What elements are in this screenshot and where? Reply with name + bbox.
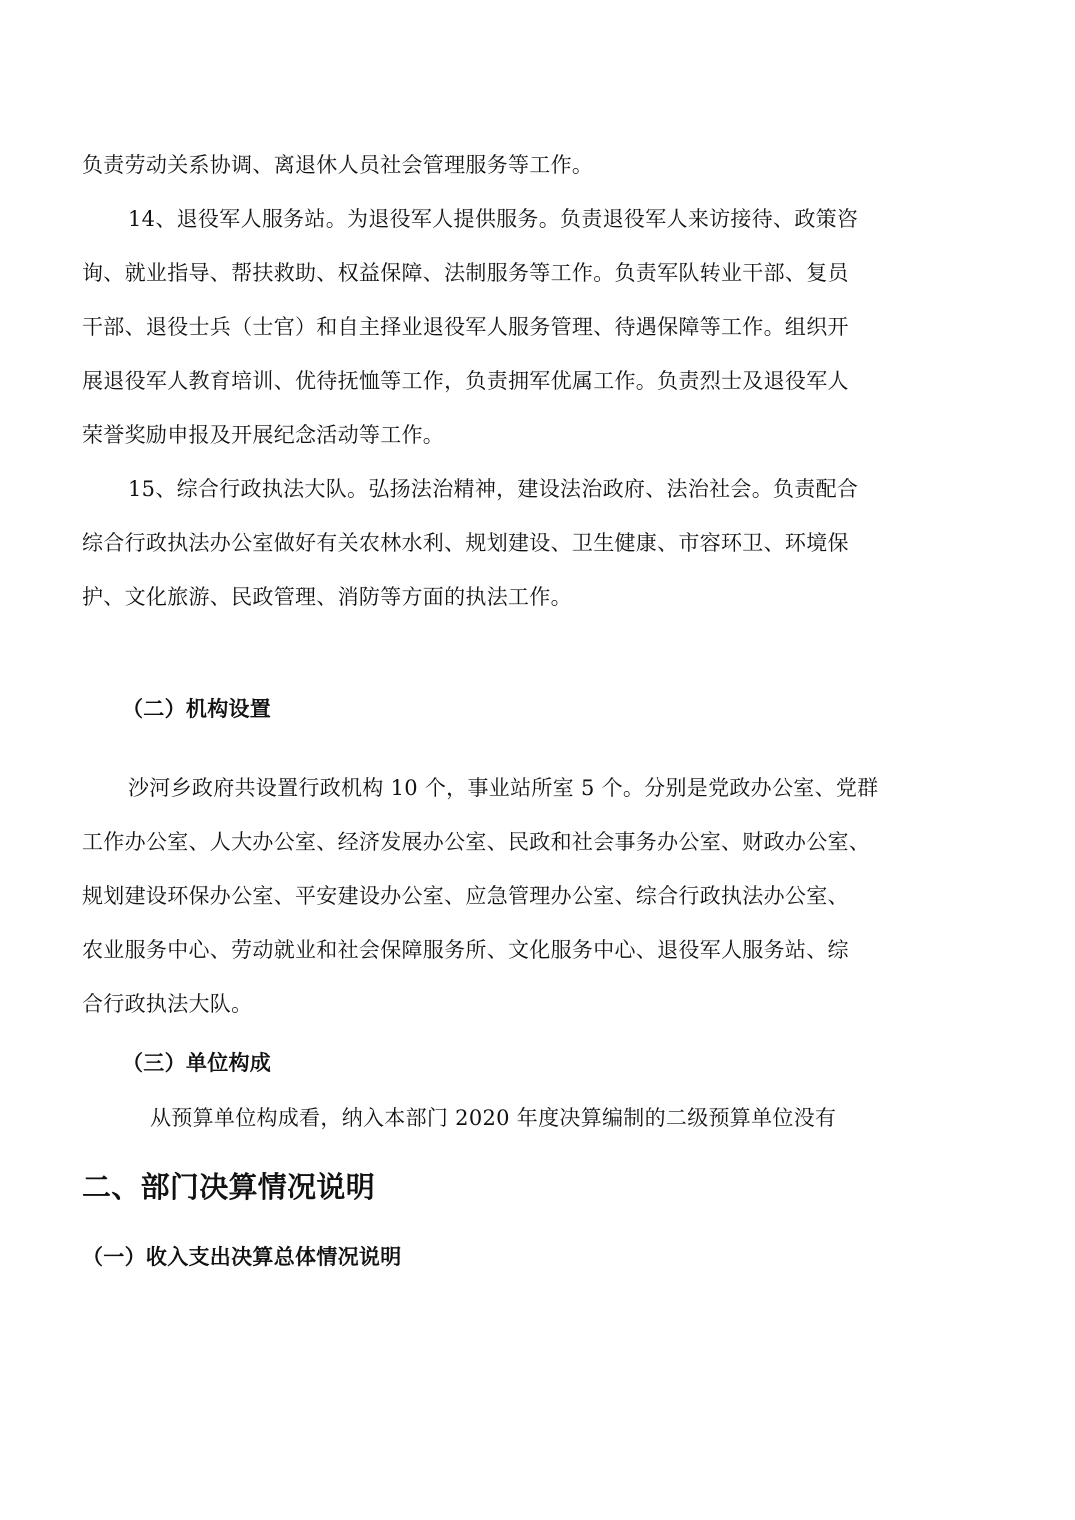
section-heading: （三）单位构成 <box>122 1051 272 1075</box>
paragraph-line: 护、文化旅游、民政管理、消防等方面的执法工作。 <box>82 585 572 609</box>
paragraph-line: 15、综合行政执法大队。弘扬法治精神，建设法治政府、法治社会。负责配合 <box>128 477 859 501</box>
paragraph-line: 沙河乡政府共设置行政机构 10 个，事业站所室 5 个。分别是党政办公室、党群 <box>128 776 879 800</box>
subsection-heading: （一）收入支出决算总体情况说明 <box>82 1245 402 1269</box>
paragraph-line: 综合行政执法办公室做好有关农林水利、规划建设、卫生健康、市容环卫、环境保 <box>82 531 849 555</box>
paragraph-line: 干部、退役士兵（士官）和自主择业退役军人服务管理、待遇保障等工作。组织开 <box>82 315 849 339</box>
paragraph-line: 规划建设环保办公室、平安建设办公室、应急管理办公室、综合行政执法办公室、 <box>82 884 849 908</box>
paragraph-line: 展退役军人教育培训、优待抚恤等工作，负责拥军优属工作。负责烈士及退役军人 <box>82 369 849 393</box>
paragraph-line: 合行政执法大队。 <box>82 992 253 1016</box>
paragraph-line: 负责劳动关系协调、离退休人员社会管理服务等工作。 <box>82 153 594 177</box>
section-heading: （二）机构设置 <box>122 697 272 721</box>
paragraph-line: 14、退役军人服务站。为退役军人提供服务。负责退役军人来访接待、政策咨 <box>128 207 859 231</box>
paragraph-line: 询、就业指导、帮扶救助、权益保障、法制服务等工作。负责军队转业干部、复员 <box>82 261 849 285</box>
paragraph-line: 农业服务中心、劳动就业和社会保障服务所、文化服务中心、退役军人服务站、综 <box>82 938 849 962</box>
paragraph-line: 从预算单位构成看，纳入本部门 2020 年度决算编制的二级预算单位没有 <box>150 1106 837 1130</box>
part-heading: 二、部门决算情况说明 <box>82 1170 376 1204</box>
paragraph-line: 荣誉奖励申报及开展纪念活动等工作。 <box>82 423 445 447</box>
paragraph-line: 工作办公室、人大办公室、经济发展办公室、民政和社会事务办公室、财政办公室、 <box>82 830 871 854</box>
